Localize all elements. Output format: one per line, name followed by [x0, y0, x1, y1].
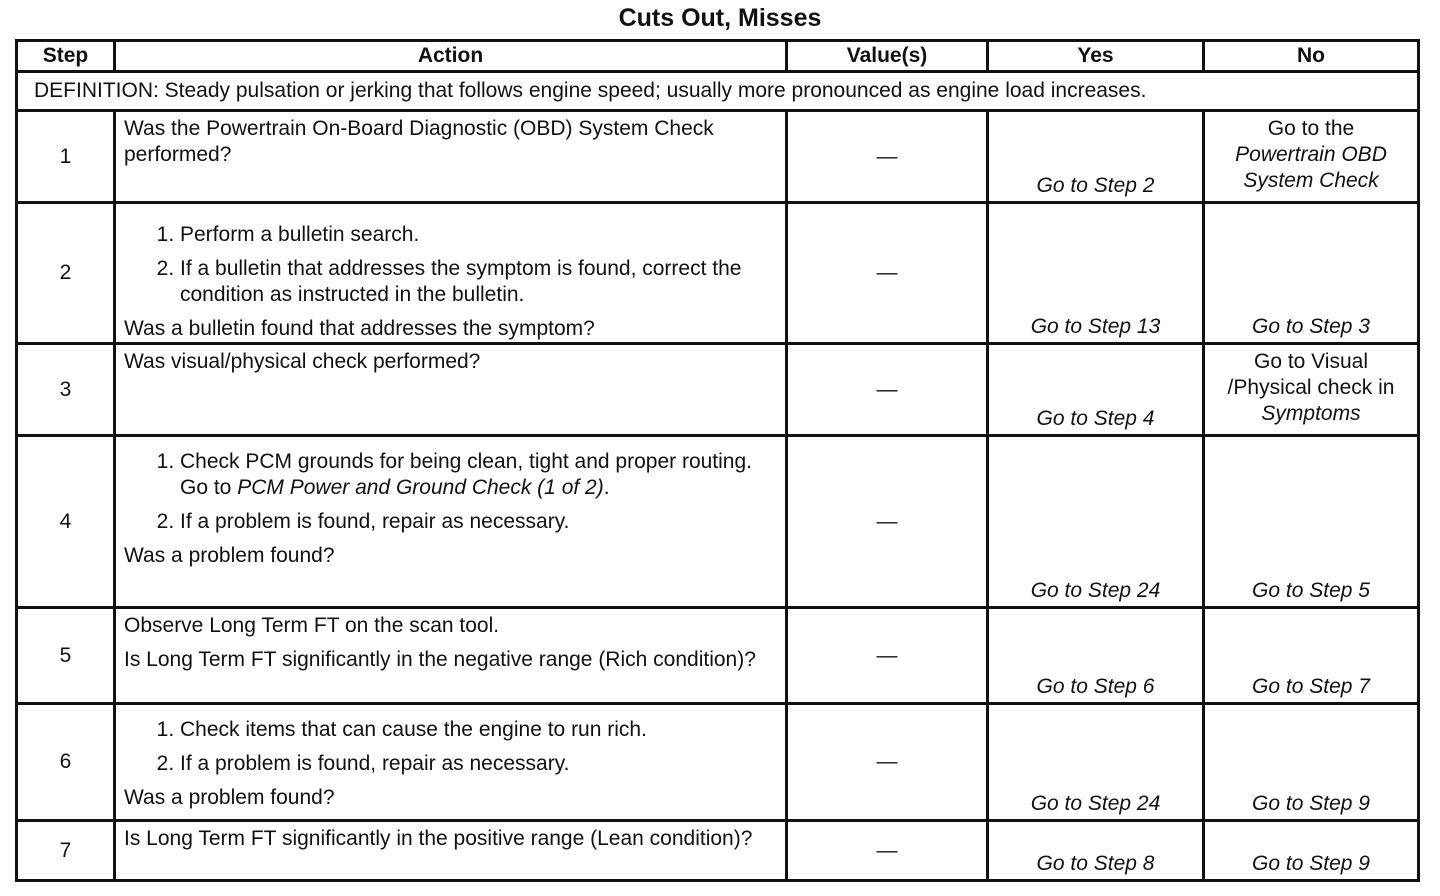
action-question: Was visual/physical check performed?: [124, 350, 481, 373]
action-cell: [115, 111, 787, 203]
action-item: 2. If a bulletin that addresses the symptom is found, correct the condition as instructed in the bulletin.: [180, 256, 777, 308]
value-cell: —: [787, 111, 988, 203]
action-question: Was a problem found?: [124, 544, 335, 567]
action-cell: [115, 821, 787, 881]
action-item: [180, 449, 777, 501]
action-question: Is Long Term FT significantly in the negative range (Rich condition)?: [124, 648, 756, 671]
page-title: Cuts Out, Misses: [618, 4, 822, 32]
action-cell: [115, 608, 787, 704]
no-cell: Go to Step 3: [1204, 203, 1419, 344]
no-text: Go to the: [1267, 117, 1355, 140]
value-cell: —: [787, 203, 988, 344]
value-cell: —: [787, 344, 988, 436]
action-list: [124, 222, 777, 308]
yes-cell: Go to Step 24: [988, 436, 1204, 608]
table-row: [17, 111, 1419, 203]
definition-row: [17, 72, 1419, 111]
header-values: Value(s): [787, 41, 988, 72]
table-row: [17, 344, 1419, 436]
step-number: 3: [17, 344, 115, 436]
table-row: [17, 704, 1419, 821]
action-question: Was a bulletin found that addresses the symptom?: [124, 317, 595, 340]
step-number: 1: [17, 111, 115, 203]
action-list: [124, 449, 777, 535]
no-cell: [1204, 344, 1419, 436]
action-cell: [115, 436, 787, 608]
value-cell: —: [787, 821, 988, 881]
no-cell: Go to Step 7: [1204, 608, 1419, 704]
step-number: 6: [17, 704, 115, 821]
action-cell: [115, 344, 787, 436]
yes-cell: Go to Step 2: [988, 111, 1204, 203]
header-row: [17, 41, 1419, 72]
yes-cell: Go to Step 13: [988, 203, 1204, 344]
no-reference: Symptoms: [1261, 402, 1361, 425]
header-step: Step: [17, 41, 115, 72]
action-cell: [115, 203, 787, 344]
value-cell: —: [787, 436, 988, 608]
action-cell: [115, 704, 787, 821]
action-question: Was a problem found?: [124, 786, 335, 809]
definition-text: DEFINITION: Steady pulsation or jerking that follows engine speed; usually more pronounced as engine load increases.: [17, 72, 1419, 111]
action-line: Observe Long Term FT on the scan tool.: [124, 614, 500, 637]
yes-cell: Go to Step 4: [988, 344, 1204, 436]
action-item-period: .: [603, 476, 610, 499]
table-row: [17, 203, 1419, 344]
step-number: 4: [17, 436, 115, 608]
diagnostic-table: [15, 39, 1420, 882]
step-number: 5: [17, 608, 115, 704]
action-question: Is Long Term FT significantly in the positive range (Lean condition)?: [124, 827, 753, 850]
action-item-text: Check PCM grounds for being clean, tight and proper routing. Go to: [180, 450, 752, 499]
action-list: [124, 717, 777, 777]
table-row: [17, 608, 1419, 704]
yes-cell: Go to Step 8: [988, 821, 1204, 881]
table-row: [17, 821, 1419, 881]
action-item: 2. If a problem is found, repair as necessary.: [180, 509, 777, 535]
action-item-reference: PCM Power and Ground Check (1 of 2): [237, 476, 604, 499]
value-cell: —: [787, 608, 988, 704]
action-question: Was the Powertrain On-Board Diagnostic (OBD) System Check performed?: [124, 117, 714, 166]
step-number: 2: [17, 203, 115, 344]
yes-cell: Go to Step 24: [988, 704, 1204, 821]
step-number: 7: [17, 821, 115, 881]
action-item: 1. Check items that can cause the engine to run rich.: [180, 717, 777, 743]
no-cell: Go to Step 9: [1204, 704, 1419, 821]
header-no: No: [1204, 41, 1419, 72]
header-action: Action: [115, 41, 787, 72]
action-item: 2. If a problem is found, repair as necessary.: [180, 751, 777, 777]
no-reference: Powertrain OBD System Check: [1235, 143, 1387, 192]
action-item: 1. Perform a bulletin search.: [180, 222, 777, 248]
table-row: [17, 436, 1419, 608]
yes-cell: Go to Step 6: [988, 608, 1204, 704]
no-cell: Go to Step 5: [1204, 436, 1419, 608]
no-cell: Go to Step 9: [1204, 821, 1419, 881]
header-yes: Yes: [988, 41, 1204, 72]
no-text: Go to Visual /Physical check in: [1227, 350, 1395, 399]
no-cell: [1204, 111, 1419, 203]
value-cell: —: [787, 704, 988, 821]
